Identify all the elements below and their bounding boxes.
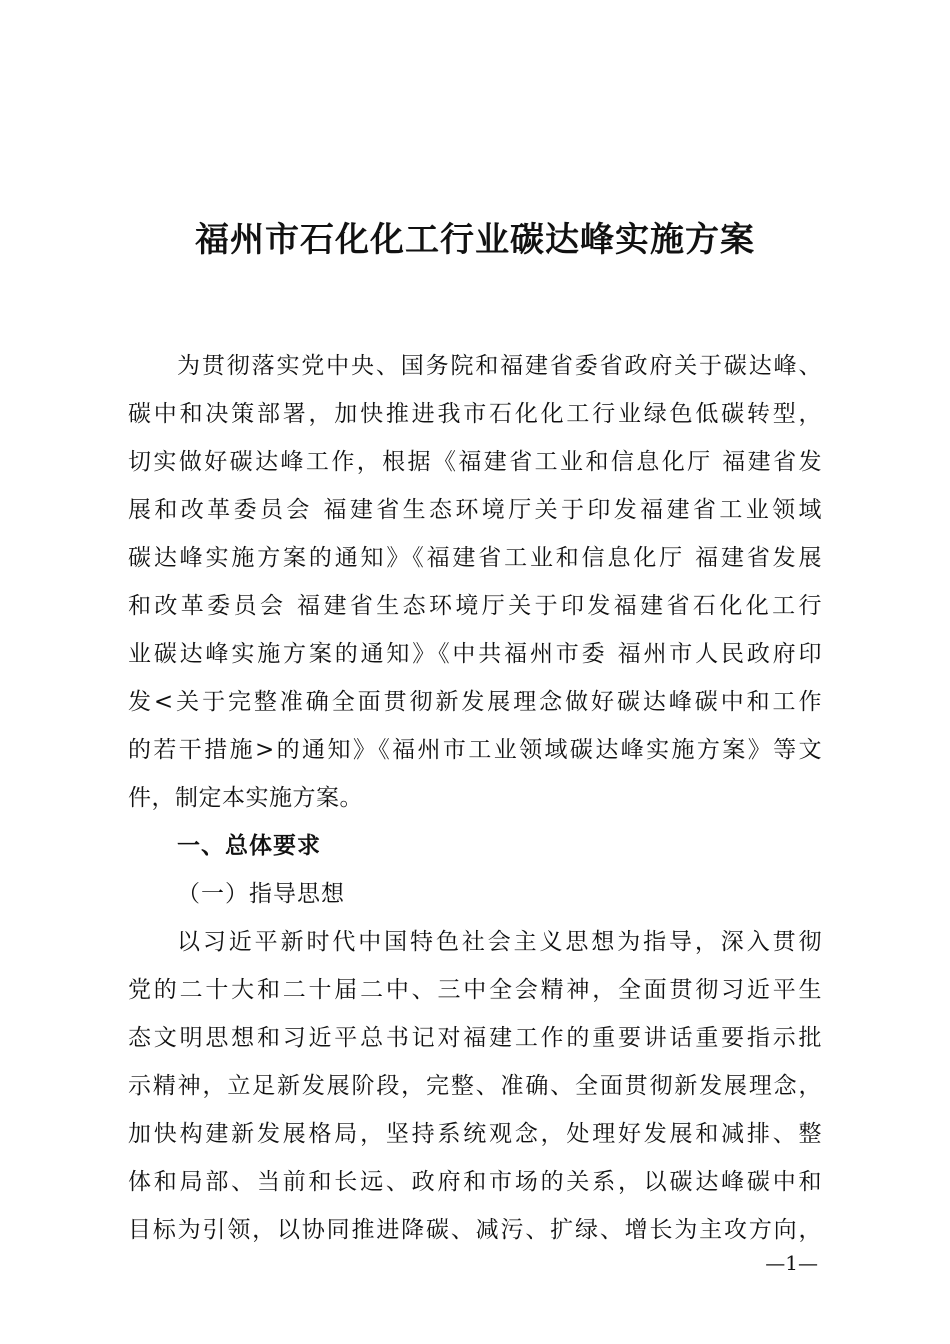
document-title: 福州市石化化工行业碳达峰实施方案	[195, 220, 755, 260]
paragraph-line: 以习近平新时代中国特色社会主义思想为指导，深入贯彻	[177, 929, 822, 955]
paragraph-line: 的若干措施>的通知》《福州市工业领域碳达峰实施方案》等文	[128, 737, 822, 763]
paragraph-line: 为贯彻落实党中央、国务院和福建省委省政府关于碳达峰、	[177, 353, 822, 379]
paragraph-line: 切实做好碳达峰工作，根据《福建省工业和信息化厅 福建省发	[128, 449, 822, 475]
page-number: —1—	[765, 1251, 818, 1275]
paragraph-line: 业碳达峰实施方案的通知》《中共福州市委 福州市人民政府印	[128, 641, 822, 667]
paragraph-line: 示精神，立足新发展阶段，完整、准确、全面贯彻新发展理念，	[128, 1073, 822, 1099]
paragraph-line: 体和局部、当前和长远、政府和市场的关系，以碳达峰碳中和	[128, 1169, 822, 1195]
section-heading: 一、总体要求	[177, 833, 321, 859]
paragraph-line: 发<关于完整准确全面贯彻新发展理念做好碳达峰碳中和工作	[128, 689, 822, 715]
subsection-heading: （一）指导思想	[177, 881, 345, 907]
paragraph-line: 件，制定本实施方案。	[128, 785, 363, 811]
paragraph-line: 碳中和决策部署，加快推进我市石化化工行业绿色低碳转型，	[128, 401, 822, 427]
paragraph-line: 目标为引领，以协同推进降碳、减污、扩绿、增长为主攻方向，	[128, 1217, 822, 1243]
paragraph-line: 党的二十大和二十届二中、三中全会精神，全面贯彻习近平生	[128, 977, 822, 1003]
paragraph-line: 态文明思想和习近平总书记对福建工作的重要讲话重要指示批	[128, 1025, 822, 1051]
paragraph-line: 加快构建新发展格局，坚持系统观念，处理好发展和减排、整	[128, 1121, 822, 1147]
paragraph-line: 和改革委员会 福建省生态环境厅关于印发福建省石化化工行	[128, 593, 822, 619]
paragraph-line: 展和改革委员会 福建省生态环境厅关于印发福建省工业领域	[128, 497, 822, 523]
paragraph-line: 碳达峰实施方案的通知》《福建省工业和信息化厅 福建省发展	[128, 545, 822, 571]
